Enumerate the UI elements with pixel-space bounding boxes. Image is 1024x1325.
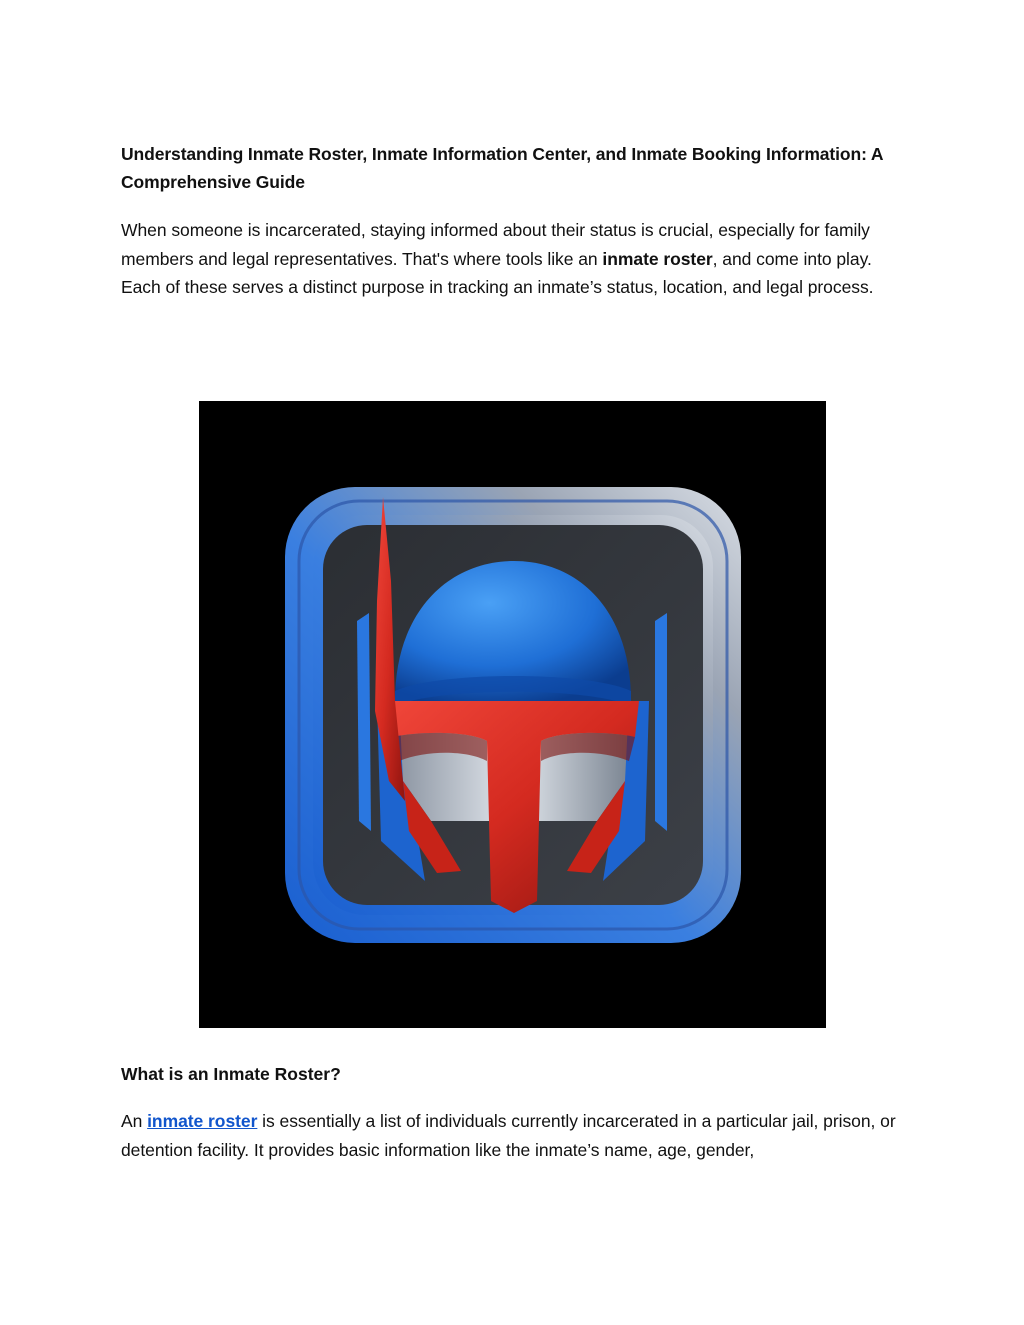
section-heading: What is an Inmate Roster?: [121, 1064, 341, 1084]
section-text-start: An: [121, 1111, 148, 1131]
helmet-app-icon-image: [199, 401, 826, 1028]
inmate-roster-link[interactable]: inmate roster: [147, 1111, 258, 1131]
document-title: Understanding Inmate Roster, Inmate Information Center, and Inmate Booking Information: A Comprehensive Guide: [121, 144, 883, 192]
intro-text-start: When someone is incarcerated, staying informed about their status is crucial, especially for family members and legal representatives. That's where tools like an: [121, 220, 870, 269]
helmet-icon: [199, 401, 826, 1028]
intro-bold-term: inmate roster: [602, 248, 713, 269]
intro-text-end: , and come into play. Each of these serves a distinct purpose in tracking an inmate’s status, location, and legal process.: [121, 248, 874, 297]
section-paragraph: [121, 1107, 911, 1164]
section-text-end: is essentially a list of individuals currently incarcerated in a particular jail, prison, or detention facility. It provides basic information like the inmate’s name, age, gender,: [121, 1111, 896, 1160]
intro-paragraph: [121, 216, 911, 302]
